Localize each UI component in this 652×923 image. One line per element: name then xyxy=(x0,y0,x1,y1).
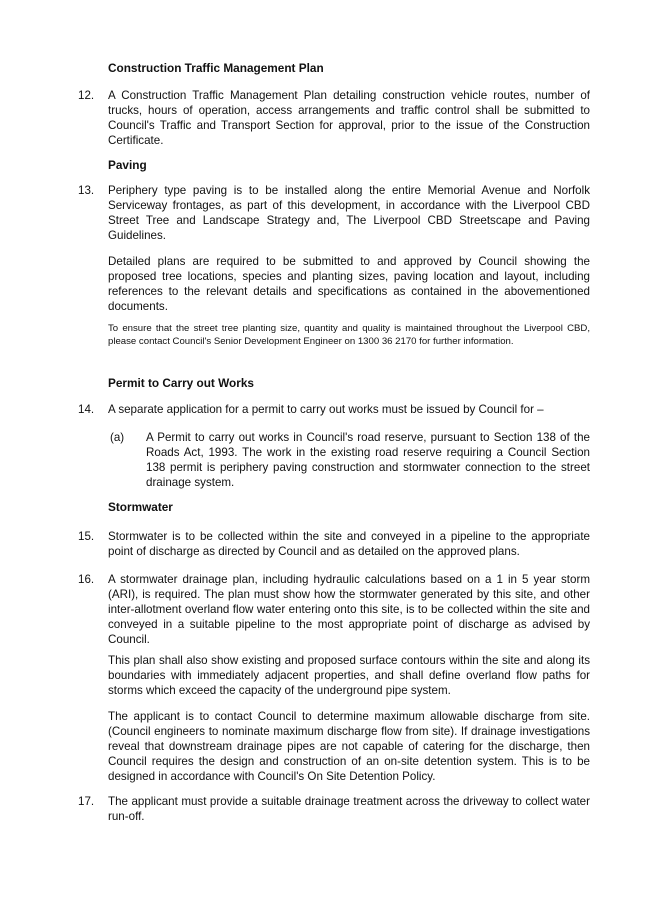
clause-16-paragraph-3: The applicant is to contact Council to determine maximum allowable discharge from site. (Council engineers to nominate maximum discharge flow from site). If drainage investigations reveal that downstream drainage pipes are not capable of catering for the discharge, then Council requires the design and construction of an on-site detention system. This is to be designed in accordance with Council's On Site Detention Policy. xyxy=(108,710,590,783)
clause-number-12: 12. xyxy=(78,89,95,102)
section-heading-ctmp: Construction Traffic Management Plan xyxy=(108,61,324,75)
section-heading-paving: Paving xyxy=(108,158,147,172)
clause-16-paragraph-2: This plan shall also show existing and proposed surface contours within the site and along its boundaries with immediately adjacent properties, and shall define overland flow paths for storms which exceed the capacity of the underground pipe system. xyxy=(108,654,590,697)
clause-number-15: 15. xyxy=(78,530,95,543)
clause-15-text: Stormwater is to be collected within the site and conveyed in a pipeline to the appropriate point of discharge as directed by Council and as detailed on the approved plans. xyxy=(108,530,590,558)
clause-14-sub-a-text: A Permit to carry out works in Council's road reserve, pursuant to Section 138 of the Roads Act, 1993. The work in the existing road reserve requiring a Council Section 138 permit is periphery paving construction and stormwater connection to the street drainage system. xyxy=(146,431,590,489)
clause-14-sub-a-label: (a) xyxy=(110,431,125,444)
clause-13-text: Periphery type paving is to be installed along the entire Memorial Avenue and Norfolk Serviceway frontages, as part of this development, in accordance with the Liverpool CBD Street Tree and Landscape Strategy and, The Liverpool CBD Streetscape and Paving Guidelines. xyxy=(108,184,590,242)
clause-number-13: 13. xyxy=(78,184,95,197)
clause-13-paragraph-2: Detailed plans are required to be submitted to and approved by Council showing the proposed tree locations, species and planting sizes, paving location and layout, including references to the relevant details and specifications as contained in the abovementioned documents. xyxy=(108,255,590,313)
clause-number-17: 17. xyxy=(78,795,95,808)
section-heading-permit: Permit to Carry out Works xyxy=(108,376,254,390)
clause-12-text: A Construction Traffic Management Plan detailing construction vehicle routes, number of trucks, hours of operation, access arrangements and traffic control shall be submitted to Council's Traffic and Transport Section for approval, prior to the issue of the Construction Certificate. xyxy=(108,89,590,147)
clause-17-text: The applicant must provide a suitable drainage treatment across the driveway to collect water run-off. xyxy=(108,795,590,823)
clause-13-note: To ensure that the street tree planting size, quantity and quality is maintained throughout the Liverpool CBD, please contact Council's Senior Development Engineer on 1300 36 2170 for further information. xyxy=(108,323,590,347)
clause-14-text: A separate application for a permit to carry out works must be issued by Council for – xyxy=(108,403,544,416)
clause-number-14: 14. xyxy=(78,403,95,416)
clause-number-16: 16. xyxy=(78,573,95,586)
section-heading-stormwater: Stormwater xyxy=(108,500,173,514)
clause-16-text: A stormwater drainage plan, including hydraulic calculations based on a 1 in 5 year storm (ARI), is required. The plan must show how the stormwater generated by this site, and other inter-allotment overland flow water entering onto this site, is to be collected within the site and conveyed in a suitable pipeline to the most appropriate point of discharge as advised by Council. xyxy=(108,573,590,646)
